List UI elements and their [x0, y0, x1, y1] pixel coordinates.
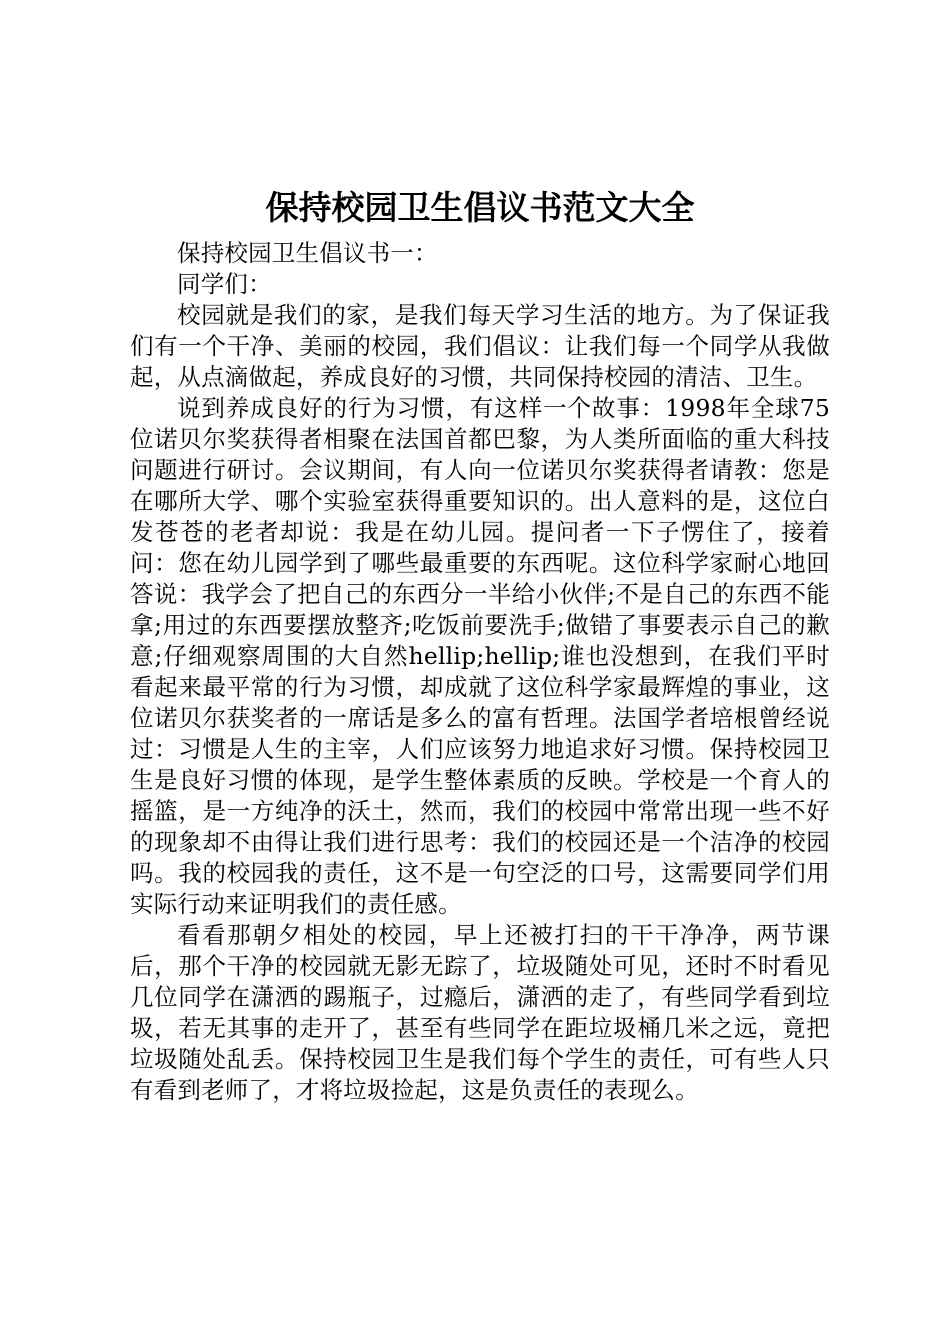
document-page — [130, 180, 830, 1106]
subtitle-paragraph: 保持校园卫生倡议书一： — [177, 239, 438, 267]
body-paragraph: 看看那朝夕相处的校园，早上还被打扫的干干净净，两节课后，那个干净的校园就无影无踪了，垃圾随处可见，还时不时看见几位同学在潇洒的踢瓶子，过瘾后，潇洒的走了，有些同学看到垃圾，若无其事的走开了，甚至有些同学在距垃圾桶几米之远，竟把垃圾随处乱丢。保持校园卫生是我们每个学生的责任，可有些人只有看到老师了，才将垃圾捡起，这是负责任的表现么。 — [130, 921, 830, 1104]
body-paragraph: 说到养成良好的行为习惯，有这样一个故事：1998年全球75位诺贝尔奖获得者相聚在法国首都巴黎，为人类所面临的重大科技问题进行研讨。会议期间，有人向一位诺贝尔奖获得者请教：您是在哪所大学、哪个实验室获得重要知识的。出人意料的是，这位白发苍苍的老者却说：我是在幼儿园。提问者一下子愣住了，接着问：您在幼儿园学到了哪些最重要的东西呢。这位科学家耐心地回答说：我学会了把自己的东西分一半给小伙伴;不是自己的东西不能拿;用过的东西要摆放整齐;吃饭前要洗手;做错了事要表示自己的歉意;仔细观察周围的大自然hellip;hellip;谁也没想到，在我们平时看起来最平常的行为习惯，却成就了这位科学家最辉煌的事业，这位诺贝尔获奖者的一席话是多么的富有哲理。法国学者培根曾经说过：习惯是人生的主宰，人们应该努力地追求好习惯。保持校园卫生是良好习惯的体现，是学生整体素质的反映。学校是一个育人的摇篮，是一方纯净的沃土，然而，我们的校园中常常出现一些不好的现象却不由得让我们进行思考：我们的校园还是一个洁净的校园吗。我的校园我的责任，这不是一句空泛的口号，这需要同学们用实际行动来证明我们的责任感。 — [130, 394, 830, 918]
salutation-paragraph: 同学们： — [177, 270, 272, 298]
document-title: 保持校园卫生倡议书范文大全 — [265, 188, 695, 227]
body-paragraph: 校园就是我们的家，是我们每天学习生活的地方。为了保证我们有一个干净、美丽的校园，我们倡议：让我们每一个同学从我做起，从点滴做起，养成良好的习惯，共同保持校园的清洁、卫生。 — [130, 301, 830, 391]
